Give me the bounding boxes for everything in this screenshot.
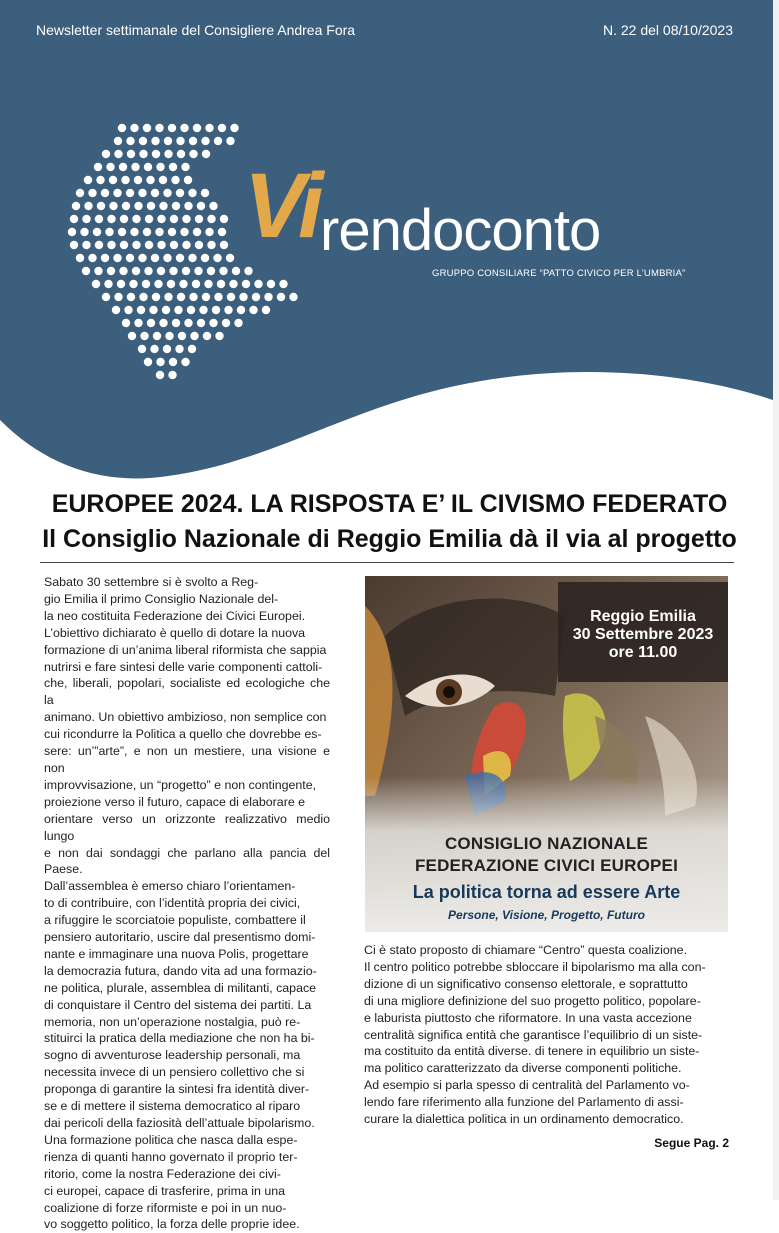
- map-dot: [201, 189, 209, 197]
- logo-rendoconto: rendoconto: [320, 198, 601, 263]
- map-dot: [155, 124, 163, 132]
- map-dot: [254, 280, 262, 288]
- map-dot: [109, 176, 117, 184]
- map-dot: [144, 267, 152, 275]
- map-dot: [156, 163, 164, 171]
- map-dot: [203, 332, 211, 340]
- map-dot: [76, 189, 84, 197]
- text-line: rienza di quanti hanno governato il proprio ter-: [44, 1149, 298, 1164]
- map-dot: [137, 306, 145, 314]
- map-dot: [145, 215, 153, 223]
- text-line: improvvisazione, un “progetto” e non contingente,: [44, 777, 317, 792]
- text-line: vo soggetto politico, la forza delle proprie idee.: [44, 1217, 300, 1232]
- map-dot: [168, 371, 176, 379]
- map-dot: [101, 254, 109, 262]
- poster-date-box: [558, 582, 728, 682]
- map-dot: [163, 345, 171, 353]
- map-dot: [181, 163, 189, 171]
- text-line: Sabato 30 settembre si è svolto a Reg-: [44, 575, 259, 589]
- map-dot: [220, 215, 228, 223]
- map-dot: [121, 176, 129, 184]
- map-dot: [213, 254, 221, 262]
- text-line: nutrirsi e fare sintesi delle varie componenti cattoli-: [44, 659, 323, 674]
- map-dot: [134, 202, 142, 210]
- map-dot: [202, 150, 210, 158]
- title-divider: [40, 562, 734, 563]
- map-dot: [226, 254, 234, 262]
- map-dot: [159, 319, 167, 327]
- text-line: cui ricondurre la Politica a quello che dovrebbe es-: [44, 727, 322, 742]
- map-dot: [214, 293, 222, 301]
- map-dot: [147, 319, 155, 327]
- map-dot: [153, 332, 161, 340]
- map-dot: [101, 189, 109, 197]
- text-line: orientare verso un orizzonte realizzativo medio lungo: [44, 811, 330, 843]
- map-dot: [277, 293, 285, 301]
- map-dot: [107, 215, 115, 223]
- map-dot: [107, 241, 115, 249]
- map-dot: [72, 202, 80, 210]
- map-dot: [139, 137, 147, 145]
- map-dot: [195, 215, 203, 223]
- poster-line-1: CONSIGLIO NAZIONALE: [444, 834, 649, 853]
- map-dot: [88, 189, 96, 197]
- map-dot: [147, 202, 155, 210]
- map-dot: [120, 215, 128, 223]
- map-dot: [199, 306, 207, 314]
- text-line: sere: un’”arte”, e non un mestiere, una visione e non: [44, 744, 330, 775]
- map-dot: [134, 176, 142, 184]
- article-subtitle: Il Consiglio Nazionale di Reggio Emilia dà il via al progetto: [42, 525, 737, 553]
- map-dot: [189, 150, 197, 158]
- map-dot: [130, 228, 138, 236]
- text-line: nante e immaginare una nuova Polis, progettare: [44, 946, 309, 961]
- map-dot: [182, 241, 190, 249]
- map-dot: [168, 228, 176, 236]
- map-dot: [80, 228, 88, 236]
- map-dot: [172, 319, 180, 327]
- map-dot: [222, 319, 230, 327]
- map-dot: [218, 228, 226, 236]
- text-line: Ad esempio si parla spesso di centralità del Parlamento vo-: [364, 1078, 690, 1093]
- map-dot: [92, 280, 100, 288]
- map-dot: [205, 228, 213, 236]
- map-dot: [188, 189, 196, 197]
- map-dot: [205, 124, 213, 132]
- map-dot: [156, 371, 164, 379]
- map-dot: [190, 332, 198, 340]
- logo-vi: Vi: [244, 155, 320, 257]
- page-edge: [773, 0, 779, 1200]
- map-dot: [126, 189, 134, 197]
- map-dot: [164, 293, 172, 301]
- map-dot: [262, 306, 270, 314]
- text-line: Una formazione politica che nasca dalla espe-: [44, 1132, 298, 1147]
- map-dot: [119, 267, 127, 275]
- map-dot: [182, 267, 190, 275]
- text-line: curare la dialettica politica in un ordinamento democratico.: [364, 1112, 684, 1127]
- map-dot: [169, 267, 177, 275]
- map-dot: [188, 345, 196, 353]
- text-line: ritorio, come la nostra Federazione dei civi-: [44, 1166, 281, 1181]
- map-dot: [169, 163, 177, 171]
- map-dot: [224, 306, 232, 314]
- map-dot: [167, 280, 175, 288]
- map-dot: [252, 293, 260, 301]
- map-dot: [220, 241, 228, 249]
- map-dot: [138, 189, 146, 197]
- map-dot: [70, 215, 78, 223]
- text-line: che, liberali, popolari, socialiste ed ecologiche che la: [44, 676, 330, 708]
- map-dot: [184, 319, 192, 327]
- map-dot: [180, 228, 188, 236]
- map-dot: [159, 176, 167, 184]
- map-dot: [237, 306, 245, 314]
- map-dot: [144, 358, 152, 366]
- map-dot: [177, 150, 185, 158]
- map-dot: [145, 241, 153, 249]
- map-dot: [126, 137, 134, 145]
- map-dot: [130, 124, 138, 132]
- map-dot: [126, 254, 134, 262]
- text-line: proiezione verso il futuro, capace di elaborare e: [44, 794, 306, 809]
- map-dot: [197, 202, 205, 210]
- map-dot: [155, 228, 163, 236]
- map-dot: [202, 293, 210, 301]
- map-dot: [131, 163, 139, 171]
- map-dot: [242, 280, 250, 288]
- map-dot: [176, 189, 184, 197]
- map-dot: [194, 267, 202, 275]
- map-dot: [118, 228, 126, 236]
- map-dot: [93, 228, 101, 236]
- map-dot: [156, 358, 164, 366]
- text-line: animano. Un obiettivo ambizioso, non semplice con: [44, 710, 327, 725]
- map-dot: [188, 254, 196, 262]
- map-dot: [192, 280, 200, 288]
- map-dot: [157, 215, 165, 223]
- map-dot: [162, 306, 170, 314]
- map-dot: [88, 254, 96, 262]
- map-dot: [170, 241, 178, 249]
- text-line: coalizione di forze riformiste e poi in un nuo-: [44, 1200, 287, 1215]
- text-line: ne politica, plurale, assemblea di militanti, capace: [44, 980, 317, 995]
- article-right-column: [364, 942, 728, 1128]
- map-dot: [146, 176, 154, 184]
- map-dot: [165, 332, 173, 340]
- map-dot: [76, 254, 84, 262]
- map-dot: [151, 189, 159, 197]
- text-line: stituirci la pratica della mediazione che non ha bi-: [44, 1031, 315, 1046]
- map-dot: [138, 254, 146, 262]
- map-dot: [117, 280, 125, 288]
- map-dot: [82, 241, 90, 249]
- map-dot: [181, 358, 189, 366]
- text-line: necessita invece di un pensiero collettivo che si: [44, 1065, 305, 1080]
- map-dot: [184, 202, 192, 210]
- map-dot: [143, 228, 151, 236]
- text-line: sogno di avventurose leadership personali, ma: [44, 1048, 301, 1063]
- map-dot: [144, 163, 152, 171]
- event-poster: [365, 576, 728, 932]
- map-dot: [114, 293, 122, 301]
- map-dot: [124, 306, 132, 314]
- map-dot: [177, 293, 185, 301]
- map-dot: [94, 163, 102, 171]
- map-dot: [107, 267, 115, 275]
- text-line: ci europei, capace di trasferire, prima in una: [44, 1183, 286, 1198]
- text-line: lendo fare riferimento alla funzione del Parlamento di assi-: [364, 1095, 684, 1110]
- text-line: a rifuggire le scorciatoie populiste, combattere il: [44, 913, 306, 928]
- map-dot: [134, 319, 142, 327]
- poster-date: 30 Settembre 2023: [572, 626, 714, 643]
- map-dot: [229, 280, 237, 288]
- poster-line-2: FEDERAZIONE CIVICI EUROPEI: [414, 856, 679, 875]
- map-dot: [95, 241, 103, 249]
- map-dot: [264, 293, 272, 301]
- continued-label: Segue Pag. 2: [654, 1136, 729, 1150]
- map-dot: [279, 280, 287, 288]
- map-dot: [169, 358, 177, 366]
- map-dot: [102, 150, 110, 158]
- map-dot: [232, 267, 240, 275]
- map-dot: [84, 202, 92, 210]
- map-dot: [244, 267, 252, 275]
- map-dot: [209, 202, 217, 210]
- map-dot: [112, 306, 120, 314]
- poster-city: Reggio Emilia: [590, 608, 696, 625]
- text-line: dai pericoli della faziosità dell’attuale bipolarismo.: [44, 1116, 315, 1130]
- map-dot: [104, 280, 112, 288]
- map-dot: [157, 241, 165, 249]
- map-dot: [174, 306, 182, 314]
- map-dot: [218, 124, 226, 132]
- map-dot: [150, 345, 158, 353]
- map-dot: [176, 137, 184, 145]
- text-line: la neo costituita Federazione dei Civici Europei.: [44, 608, 306, 623]
- map-dot: [226, 137, 234, 145]
- text-line: dizione di un significativo consenso elettorale, e soprattutto: [364, 976, 688, 991]
- map-dot: [267, 280, 275, 288]
- text-line: Ci è stato proposto di chiamare “Centro” questa coalizione.: [364, 943, 688, 957]
- map-dot: [182, 215, 190, 223]
- map-dot: [212, 306, 220, 314]
- map-dot: [178, 332, 186, 340]
- map-dot: [95, 215, 103, 223]
- map-dot: [102, 293, 110, 301]
- map-dot: [172, 202, 180, 210]
- map-dot: [106, 163, 114, 171]
- text-line: Il centro politico potrebbe sbloccare il bipolarismo ma alla con-: [364, 959, 706, 974]
- map-dot: [149, 306, 157, 314]
- map-dot: [159, 202, 167, 210]
- map-dot: [152, 293, 160, 301]
- map-dot: [234, 319, 242, 327]
- map-dot: [113, 254, 121, 262]
- map-dot: [195, 241, 203, 249]
- map-dot: [227, 293, 235, 301]
- map-dot: [175, 345, 183, 353]
- header-banner: [0, 0, 773, 480]
- map-dot: [128, 332, 136, 340]
- map-dot: [127, 150, 135, 158]
- map-dot: [207, 267, 215, 275]
- poster-line-4: Persone, Visione, Progetto, Futuro: [448, 908, 645, 922]
- text-line: gio Emilia il primo Consiglio Nazionale del-: [44, 591, 279, 606]
- map-dot: [119, 163, 127, 171]
- map-dot: [215, 332, 223, 340]
- map-dot: [184, 176, 192, 184]
- map-dot: [139, 150, 147, 158]
- map-dot: [219, 267, 227, 275]
- article-title: EUROPEE 2024. LA RISPOSTA E’ IL CIVISMO FEDERATO: [51, 490, 728, 518]
- text-line: to di contribuire, con l’identità propria dei civici,: [44, 896, 301, 911]
- text-line: Dall’assemblea è emerso chiaro l’orientamen-: [44, 879, 296, 894]
- map-dot: [168, 124, 176, 132]
- map-dot: [201, 137, 209, 145]
- map-dot: [201, 254, 209, 262]
- map-dot: [207, 215, 215, 223]
- map-dot: [151, 254, 159, 262]
- poster-line-3: La politica torna ad essere Arte: [412, 882, 681, 902]
- map-dot: [193, 228, 201, 236]
- map-dot: [214, 137, 222, 145]
- map-dot: [129, 280, 137, 288]
- text-line: e non dai sondaggi che parlano alla pancia del Paese.: [44, 845, 330, 877]
- text-line: pensiero autoritario, uscire dal presentismo domi-: [44, 930, 316, 945]
- text-line: di una migliore definizione del suo progetto politico, popolare-: [364, 993, 701, 1008]
- map-dot: [152, 150, 160, 158]
- text-line: proponga di garantire la sintesi fra identità diver-: [44, 1082, 310, 1097]
- group-name: GRUPPO CONSILIARE “PATTO CIVICO PER L’UMBRIA”: [432, 268, 686, 279]
- map-dot: [193, 124, 201, 132]
- map-dot: [109, 202, 117, 210]
- map-dot: [132, 215, 140, 223]
- map-dot: [163, 189, 171, 197]
- map-dot: [113, 189, 121, 197]
- map-dot: [82, 215, 90, 223]
- map-dot: [122, 202, 130, 210]
- map-dot: [132, 241, 140, 249]
- map-dot: [68, 228, 76, 236]
- text-line: se e di mettere il sistema democratico al riparo: [44, 1099, 301, 1114]
- map-dot: [138, 345, 146, 353]
- text-line: formazione di un’anima liberal riformista che sappia: [44, 642, 327, 657]
- map-dot: [289, 293, 297, 301]
- map-dot: [114, 137, 122, 145]
- map-dot: [140, 332, 148, 340]
- map-dot: [97, 202, 105, 210]
- map-dot: [189, 137, 197, 145]
- map-dot: [164, 137, 172, 145]
- map-dot: [179, 280, 187, 288]
- map-dot: [217, 280, 225, 288]
- map-dot: [249, 306, 257, 314]
- map-dot: [139, 293, 147, 301]
- text-line: e laburista piuttosto che riformatore. In una vasta accezione: [364, 1010, 692, 1025]
- map-dot: [114, 150, 122, 158]
- map-dot: [157, 267, 165, 275]
- map-dot: [84, 176, 92, 184]
- map-dot: [94, 267, 102, 275]
- map-dot: [163, 254, 171, 262]
- map-dot: [189, 293, 197, 301]
- article-left-column: [44, 574, 330, 1233]
- map-dot: [176, 254, 184, 262]
- map-dot: [96, 176, 104, 184]
- text-line: di conquistare il Centro del sistema dei partiti. La: [44, 997, 312, 1012]
- map-dot: [120, 241, 128, 249]
- map-dot: [180, 124, 188, 132]
- map-dot: [209, 319, 217, 327]
- text-line: la democrazia futura, dando vita ad una formazio-: [44, 963, 317, 978]
- newsletter-label: Newsletter settimanale del Consigliere Andrea Fora: [36, 22, 356, 38]
- map-dot: [154, 280, 162, 288]
- map-dot: [230, 124, 238, 132]
- map-dot: [187, 306, 195, 314]
- map-dot: [105, 228, 113, 236]
- map-dot: [132, 267, 140, 275]
- map-dot: [127, 293, 135, 301]
- map-dot: [70, 241, 78, 249]
- text-line: centralità significa entità che garantisce l’equilibrio di un siste-: [364, 1027, 703, 1042]
- map-dot: [171, 176, 179, 184]
- text-line: ma costituito da entità diverse. di tenere in equilibrio un siste-: [364, 1044, 700, 1059]
- text-line: L’obiettivo dichiarato è quello di dotare la nuova: [44, 625, 306, 640]
- map-dot: [197, 319, 205, 327]
- poster-time: ore 11.00: [608, 644, 678, 661]
- map-dot: [118, 124, 126, 132]
- map-dot: [122, 319, 130, 327]
- text-line: ma politico caratterizzato da diverse componenti politiche.: [364, 1061, 682, 1076]
- map-dot: [207, 241, 215, 249]
- map-dot: [151, 137, 159, 145]
- map-dot: [239, 293, 247, 301]
- map-dot: [82, 267, 90, 275]
- map-dot: [170, 215, 178, 223]
- map-dot: [142, 280, 150, 288]
- map-dot: [204, 280, 212, 288]
- map-dot: [143, 124, 151, 132]
- text-line: memoria, non un’operazione nostalgia, può re-: [44, 1014, 301, 1029]
- issue-number: N. 22 del 08/10/2023: [603, 22, 733, 38]
- map-dot: [164, 150, 172, 158]
